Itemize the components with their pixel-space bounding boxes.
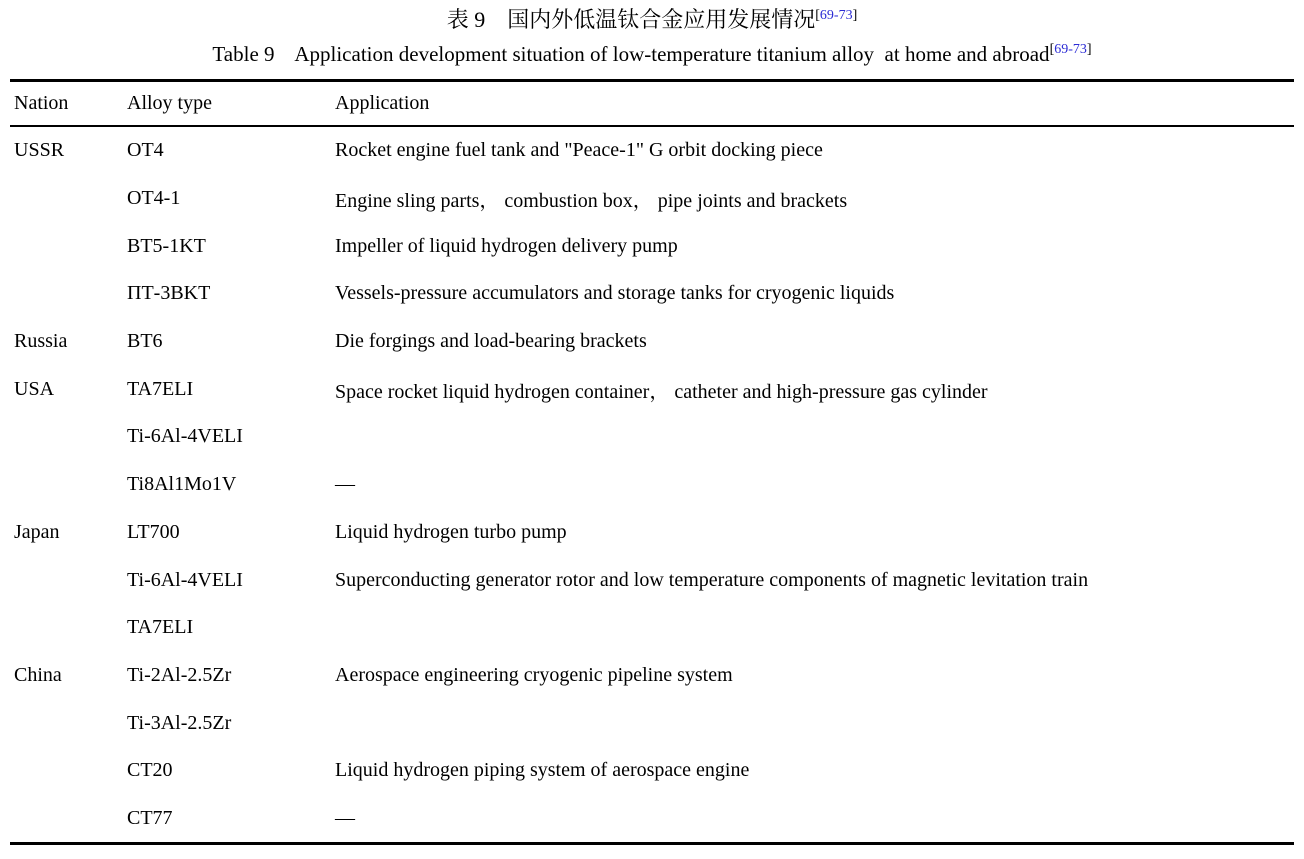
nation-cell: USSR [14, 139, 65, 162]
nation-cell [10, 556, 123, 604]
nation-cell [10, 604, 123, 652]
application-cell [331, 699, 1294, 747]
citation-number: 69-73 [819, 8, 853, 23]
col-header-nation: Nation [10, 81, 123, 127]
alloy-type-cell: ПТ-3BKT [127, 282, 211, 305]
nation-cell [10, 699, 123, 747]
nation-cell [10, 461, 123, 509]
nation-cell [10, 222, 123, 270]
alloy-type-cell: CT20 [127, 759, 173, 782]
table-title-en-text: Table 9 Application development situation of low-temperature titanium alloy at home and abroad [212, 42, 1050, 66]
table-title-zh [0, 5, 1304, 34]
table-row [10, 318, 1294, 366]
nation-cell [10, 175, 123, 223]
table-header [10, 81, 1294, 127]
nation-cell [10, 270, 123, 318]
alloy-application-table [10, 79, 1294, 845]
alloy-type-cell: LT700 [127, 520, 180, 543]
col-header-application: Application [331, 81, 1294, 127]
citation-bracket-open: [ [815, 8, 820, 23]
alloy-type-cell: Ti8Al1Mo1V [127, 473, 237, 496]
application-cell: Engine sling parts， combustion box， pipe joints and brackets [335, 190, 848, 213]
application-cell: Superconducting generator rotor and low temperature components of magnetic levitation train [335, 568, 1089, 591]
alloy-type-cell: Ti-2Al-2.5Zr [127, 663, 232, 686]
table-row [10, 509, 1294, 557]
alloy-type-cell: Ti-3Al-2.5Zr [127, 711, 232, 734]
nation-cell: USA [14, 377, 55, 400]
application-cell [331, 604, 1294, 652]
application-cell: Liquid hydrogen piping system of aerospace engine [335, 759, 750, 782]
application-cell: — [335, 473, 355, 496]
nation-cell: China [14, 663, 62, 686]
application-cell [331, 413, 1294, 461]
table-row [10, 222, 1294, 270]
alloy-type-cell: BT6 [127, 330, 163, 353]
citation-bracket-close: ] [1086, 42, 1092, 57]
table-row [10, 747, 1294, 795]
citation-ref-zh[interactable] [815, 8, 857, 23]
application-cell: Impeller of liquid hydrogen delivery pump [335, 234, 678, 257]
nation-cell [10, 413, 123, 461]
alloy-type-cell: TA7ELI [127, 616, 194, 639]
application-cell: Space rocket liquid hydrogen container， catheter and high-pressure gas cylinder [335, 380, 988, 403]
application-cell: Rocket engine fuel tank and "Peace-1" G orbit docking piece [335, 139, 823, 162]
application-cell: Die forgings and load-bearing brackets [335, 330, 647, 353]
alloy-type-cell: Ti-6Al-4VELI [127, 568, 243, 591]
application-cell: Liquid hydrogen turbo pump [335, 520, 567, 543]
table-body [10, 126, 1294, 844]
table-row [10, 413, 1294, 461]
alloy-type-cell: BT5-1KT [127, 234, 206, 257]
table-row [10, 175, 1294, 223]
table-row [10, 652, 1294, 700]
alloy-type-cell: CT77 [127, 806, 173, 829]
application-cell: Aerospace engineering cryogenic pipeline system [335, 663, 733, 686]
nation-cell: Russia [14, 330, 68, 353]
alloy-type-cell: OT4-1 [127, 187, 181, 210]
alloy-type-cell: OT4 [127, 139, 164, 162]
table-row [10, 556, 1294, 604]
table-row [10, 699, 1294, 747]
header-row [10, 81, 1294, 127]
alloy-type-cell: TA7ELI [127, 377, 194, 400]
nation-cell [10, 795, 123, 844]
table-title-zh-text: 表 9 国内外低温钛合金应用发展情况 [446, 7, 816, 32]
table-row [10, 270, 1294, 318]
nation-cell [10, 747, 123, 795]
application-cell: Vessels-pressure accumulators and storage tanks for cryogenic liquids [335, 282, 895, 305]
table-title-en [0, 41, 1304, 68]
nation-cell: Japan [14, 520, 60, 543]
col-header-alloy-type: Alloy type [123, 81, 331, 127]
citation-ref-en[interactable] [1050, 42, 1092, 57]
application-cell: — [335, 806, 355, 829]
alloy-type-cell: Ti-6Al-4VELI [127, 425, 243, 448]
citation-number: 69-73 [1054, 42, 1087, 57]
table-row [10, 461, 1294, 509]
table-row [10, 795, 1294, 844]
citation-bracket-open: [ [1049, 42, 1055, 57]
table-row [10, 365, 1294, 413]
citation-bracket-close: ] [852, 8, 858, 23]
table-row [10, 604, 1294, 652]
table-row [10, 126, 1294, 175]
